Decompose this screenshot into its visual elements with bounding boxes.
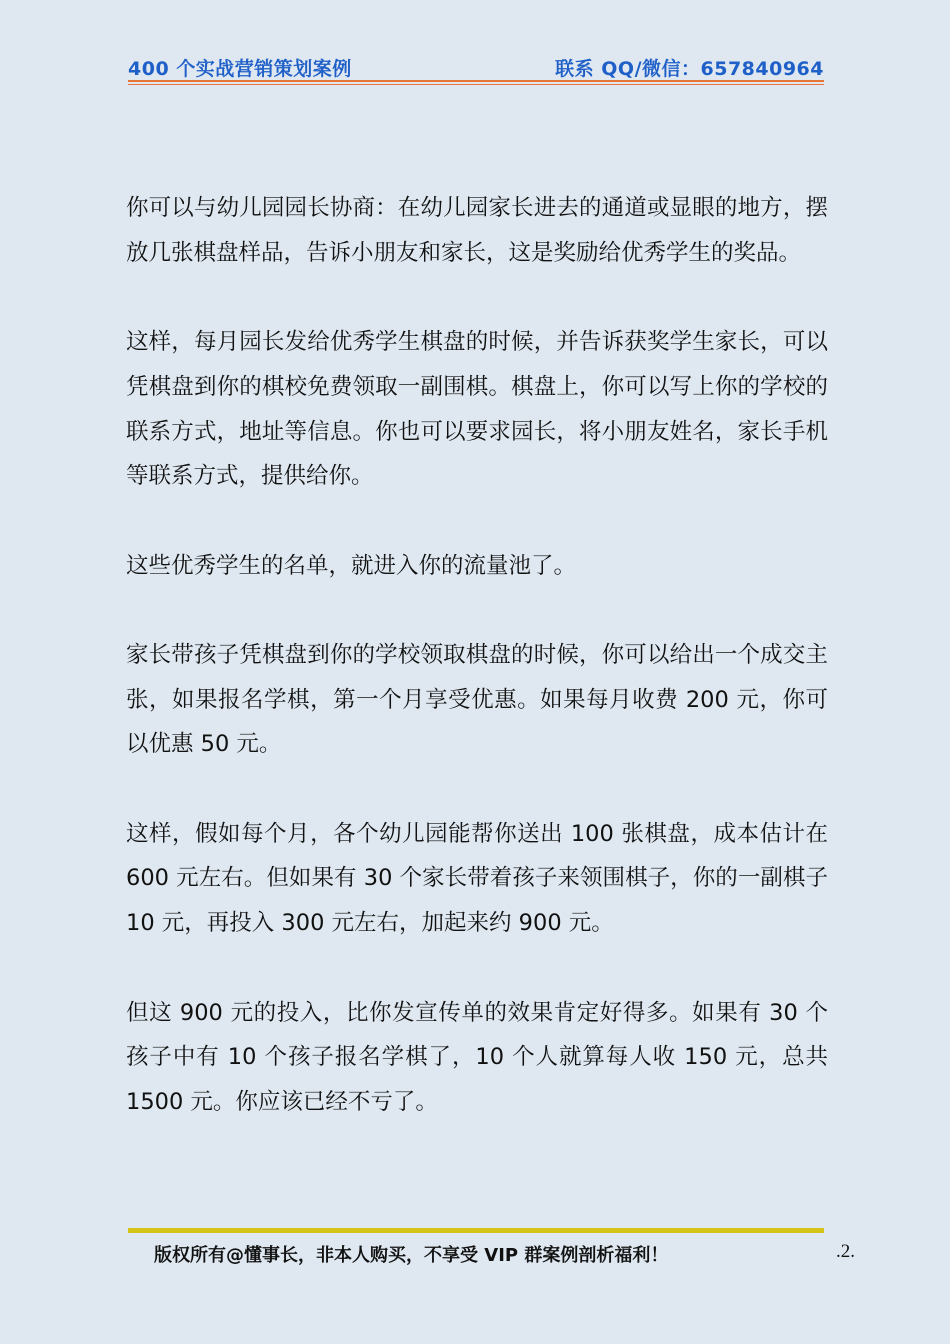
body-paragraph-6: 但这 900 元的投入，比你发宣传单的效果肯定好得多。如果有 30 个孩子中有 10 个孩子报名学棋了，10 个人就算每人收 150 元，总共 1500 元。你应该已经不亏了。 [126,999,828,1115]
footer-divider [128,1228,824,1233]
header-contact: 联系 QQ/微信：657840964 [555,58,824,80]
page-number: .2. [836,1241,855,1262]
header-divider [128,80,824,82]
body-paragraph-1: 你可以与幼儿园园长协商：在幼儿园家长进去的通道或显眼的地方，摆放几张棋盘样品，告诉小朋友和家长，这是奖励给优秀学生的奖品。 [126,195,828,266]
body-paragraph-3: 这些优秀学生的名单，就进入你的流量池了。 [126,552,577,579]
document-body [126,186,828,1169]
body-paragraph-4: 家长带孩子凭棋盘到你的学校领取棋盘的时候，你可以给出一个成交主张，如果报名学棋，第一个月享受优惠。如果每月收费 200 元，你可以优惠 50 元。 [126,641,828,758]
footer-copyright: 版权所有@懂事长，非本人购买，不享受 VIP 群案例剖析福利！ [154,1245,669,1266]
body-paragraph-5: 这样，假如每个月，各个幼儿园能帮你送出 100 张棋盘，成本估计在 600 元左右。但如果有 30 个家长带着孩子来领围棋子，你的一副棋子 10 元，再投入 300 元左右，加起来约 900 元。 [126,820,828,937]
page-header [128,54,824,80]
header-divider-thin [128,84,824,85]
header-title: 400 个实战营销策划案例 [128,58,352,80]
body-paragraph-2: 这样，每月园长发给优秀学生棋盘的时候，并告诉获奖学生家长，可以凭棋盘到你的棋校免费领取一副围棋。棋盘上，你可以写上你的学校的联系方式，地址等信息。你也可以要求园长，将小朋友姓名，家长手机等联系方式，提供给你。 [126,329,828,490]
